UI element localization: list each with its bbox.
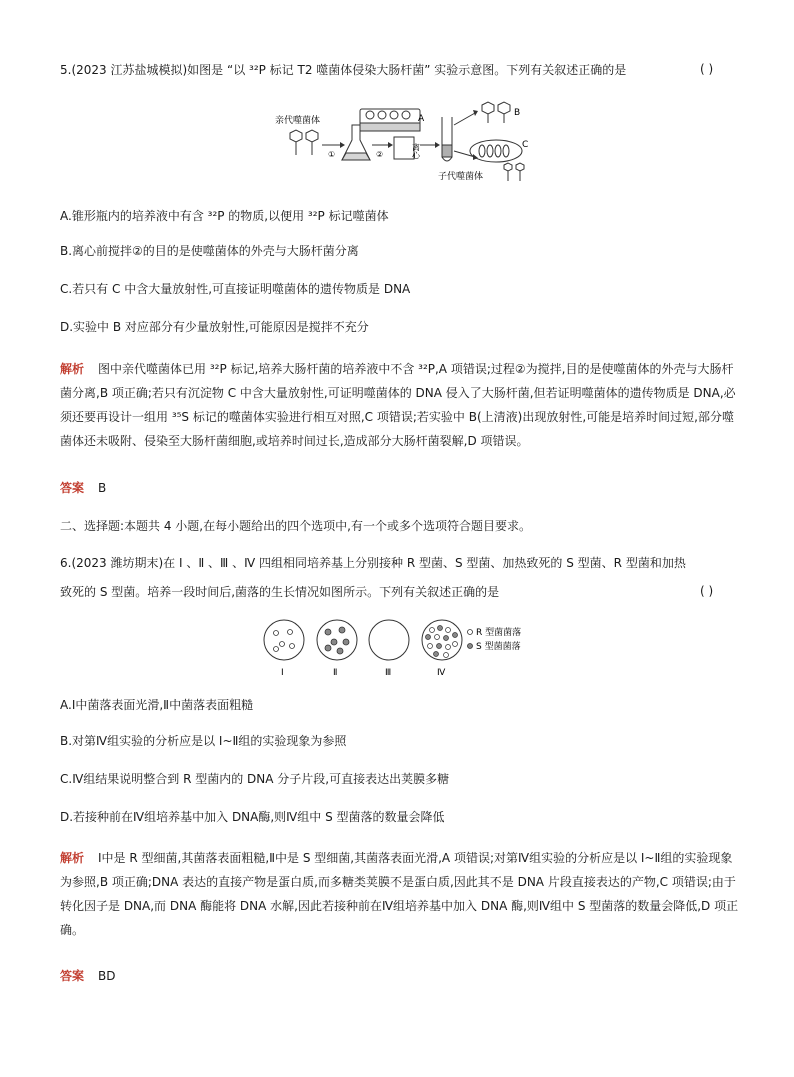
- dish-2-colonies: [325, 627, 349, 654]
- dish-1: [264, 620, 304, 660]
- q6-answer: [60, 968, 116, 984]
- q6-option-c: C.Ⅳ组结果说明整合到 R 型菌内的 DNA 分子片段,可直接表达出荚膜多糖: [60, 772, 450, 786]
- q5-analysis: [60, 357, 740, 453]
- parent-phage-label: 亲代噬菌体: [275, 116, 321, 126]
- q6-answer-value: BD: [98, 969, 116, 983]
- offspring-phage-label: 子代噬菌体: [438, 172, 484, 182]
- legend-s-marker: [468, 644, 473, 649]
- q6-answer-label: 答案: [60, 969, 85, 983]
- q6-analysis: [60, 846, 740, 942]
- q5-option-d: D.实验中 B 对应部分有少量放射性,可能原因是搅拌不充分: [60, 320, 369, 334]
- q5-answer-label: 答案: [60, 481, 85, 495]
- q6-option-a: A.Ⅰ中菌落表面光滑,Ⅱ中菌落表面粗糙: [60, 698, 254, 712]
- q5-option-a: A.锥形瓶内的培养液中有含 ³²P 的物质,以便用 ³²P 标记噬菌体: [60, 209, 389, 223]
- q5-answer-value: B: [98, 481, 107, 495]
- q5-analysis-label: 解析: [60, 362, 85, 376]
- dish-4-colonies: [426, 626, 458, 658]
- q6-analysis-label: 解析: [60, 851, 85, 865]
- label-b: B: [514, 108, 521, 118]
- q5-option-c: C.若只有 C 中含大量放射性,可直接证明噬菌体的遗传物质是 DNA: [60, 282, 411, 296]
- pellet-c-icon: [470, 140, 522, 162]
- q6-stem-line1: 6.(2023 潍坊期末)在 Ⅰ 、Ⅱ 、Ⅲ 、Ⅳ 四组相同培养基上分别接种 R 型菌、S 型菌、加热致死的 S 型菌、R 型菌和加热: [60, 556, 686, 570]
- dish-label-1: Ⅰ: [281, 668, 284, 678]
- q6-analysis-text: Ⅰ中是 R 型细菌,其菌落表面粗糙,Ⅱ中是 S 型细菌,其菌落表面光滑,A 项错误;对第Ⅳ组实验的分析应是以 Ⅰ~Ⅱ组的实验现象为参照,B 项正确;DNA 表达的直接产物是蛋白质,而多糖类荚膜不是蛋白质,因此其不是 DNA 片段直接表达的产物,C 项错误;由于转化因子是 DNA,而 DNA 酶能将 DNA 水解,因此若接种前在Ⅳ组培养基中加入 DNA 酶,则Ⅳ组中 S 型菌落的数量会降低,D 项正确。: [60, 851, 739, 937]
- label-a: A: [418, 114, 425, 124]
- q5-answer-bracket: ( ): [700, 62, 714, 76]
- dish-3: [369, 620, 409, 660]
- parent-phage-icon: [290, 130, 318, 155]
- q6-stem-line2: 致死的 S 型菌。培养一段时间后,菌落的生长情况如图所示。下列有关叙述正确的是: [60, 585, 500, 599]
- step1-label: ①: [328, 150, 336, 159]
- centrifuge-label: 离心: [411, 143, 421, 159]
- offspring-phage-icon: [504, 163, 524, 181]
- dish-label-2: Ⅱ: [333, 668, 338, 678]
- section2-heading: 二、选择题:本题共 4 小题,在每小题给出的四个选项中,有一个或多个选项符合题目要求。: [60, 519, 531, 533]
- test-tube-icon: [442, 117, 452, 161]
- q6-answer-bracket: ( ): [700, 584, 714, 598]
- legend-r-label: R 型菌菌落: [476, 628, 522, 638]
- q5-option-b: B.离心前搅拌②的目的是使噬菌体的外壳与大肠杆菌分离: [60, 244, 359, 258]
- legend-r-marker: [468, 630, 473, 635]
- supernatant-b-icon: [482, 102, 510, 123]
- dish-2: [317, 620, 357, 660]
- dish-label-3: Ⅲ: [385, 668, 392, 678]
- q6-option-d: D.若接种前在Ⅳ组培养基中加入 DNA酶,则Ⅳ组中 S 型菌落的数量会降低: [60, 810, 445, 824]
- q6-figure: [262, 618, 542, 680]
- q5-figure: [270, 95, 530, 187]
- q5-answer: [60, 480, 106, 496]
- dish-1-colonies: [274, 630, 295, 652]
- step2-label: ②: [376, 150, 384, 159]
- q6-option-b: B.对第Ⅳ组实验的分析应是以 Ⅰ~Ⅱ组的实验现象为参照: [60, 734, 347, 748]
- legend-s-label: S 型菌菌落: [476, 642, 521, 652]
- q5-stem: 5.(2023 江苏盐城模拟)如图是 “以 ³²P 标记 T2 噬菌体侵染大肠杆菌” 实验示意图。下列有关叙述正确的是: [60, 63, 627, 77]
- label-c: C: [522, 140, 529, 150]
- q5-analysis-text: 图中亲代噬菌体已用 ³²P 标记,培养大肠杆菌的培养液中不含 ³²P,A 项错误;过程②为搅拌,目的是使噬菌体的外壳与大肠杆菌分离,B 项正确;若只有沉淀物 C 中含大量放射性,可证明噬菌体的 DNA 侵入了大肠杆菌,但若证明噬菌体的遗传物质是 DNA,必须还要再设计一组用 ³⁵S 标记的噬菌体实验进行相互对照,C 项错误;若实验中 B(上清液)出现放射性,可能是培养时间过短,部分噬菌体还未吸附、侵染至大肠杆菌细胞,或培养时间过长,造成部分大肠杆菌裂解,D 项错误。: [60, 362, 736, 448]
- dish-label-4: Ⅳ: [437, 668, 446, 678]
